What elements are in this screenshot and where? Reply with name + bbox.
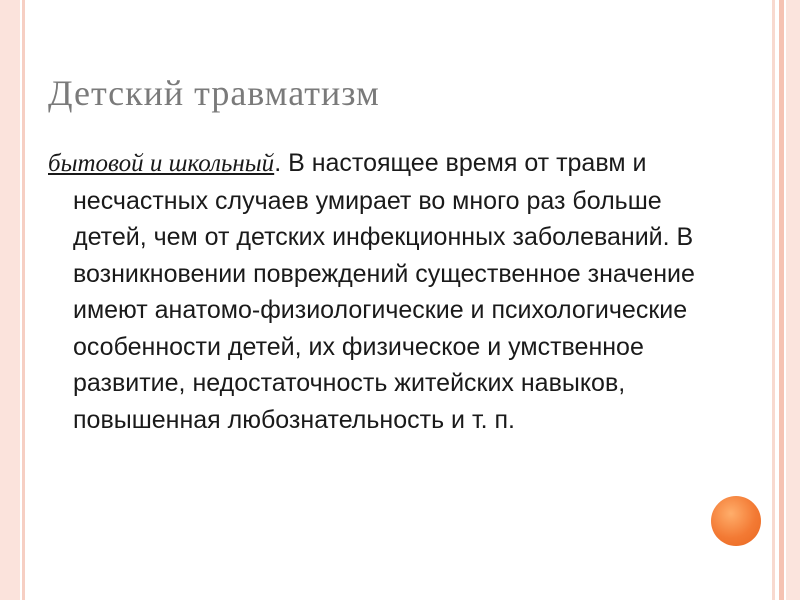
left-border-decoration xyxy=(0,0,20,600)
slide-title: Детский травматизм xyxy=(48,73,380,113)
slide-body-paragraph xyxy=(48,145,713,438)
paragraph-text: . В настоящее время от травм и несчастных случаев умирает во много раз больше детей, чем от детских инфекционных заболеваний. В возникновении повреждений существенное значение имеют анатомо-физиологические и психологические особенности детей, их физическое и умственное развитие, недостаточность житейских навыков, повышенная любознательность и т. п. xyxy=(73,149,695,434)
right-border-line-thick xyxy=(779,0,784,600)
emphasized-term: бытовой и школьный xyxy=(48,150,275,177)
orange-circle-decoration xyxy=(711,496,761,546)
right-border-line-thin xyxy=(772,0,775,600)
right-border-decoration xyxy=(786,0,800,600)
left-border-line xyxy=(22,0,25,600)
